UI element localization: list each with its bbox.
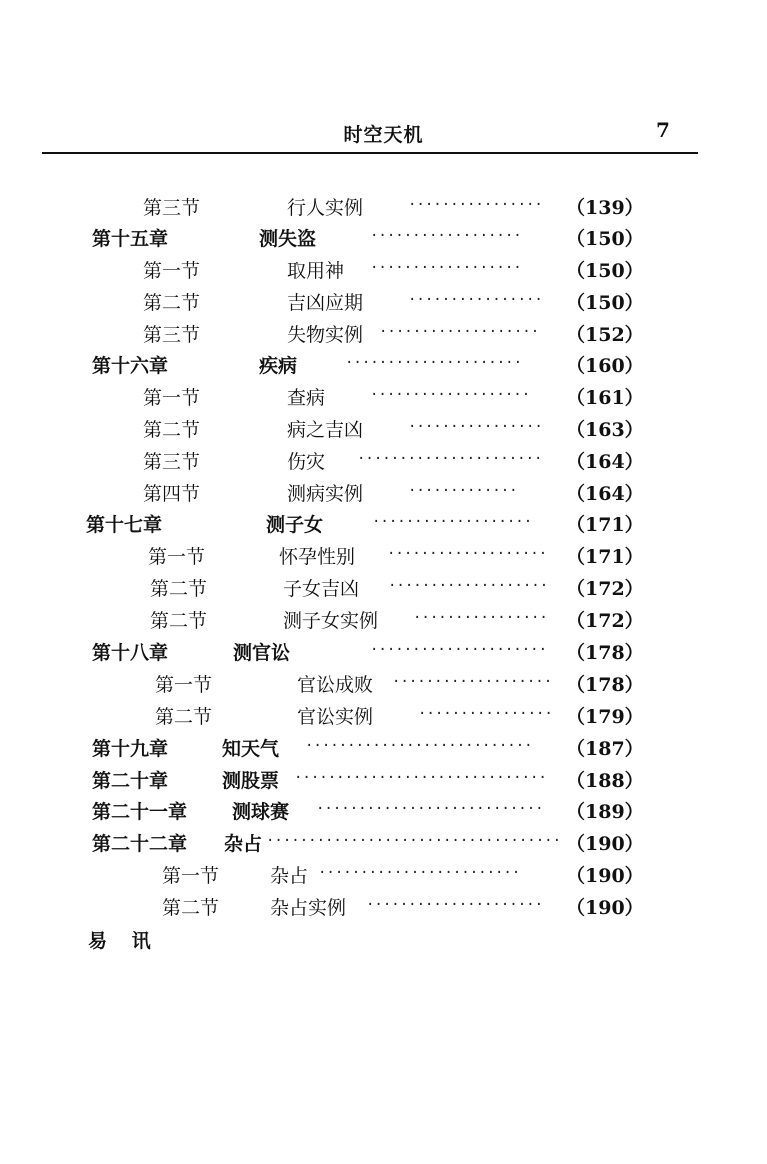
- toc-page-number: （161）: [566, 387, 644, 409]
- toc-chapter-row: [0, 351, 767, 381]
- toc-chapter-row: [0, 638, 767, 668]
- toc-chapter-row: [0, 766, 767, 796]
- toc-leader-dots: ···································: [266, 833, 562, 849]
- toc-page-number: （188）: [566, 770, 644, 792]
- toc-page-number: （187）: [566, 738, 644, 760]
- toc-entry-label: 第二十二章: [92, 833, 188, 855]
- toc-entry-label: 第十九章: [92, 738, 169, 760]
- toc-leader-dots: ················: [408, 419, 543, 435]
- toc-entry-title: 杂占实例: [270, 897, 347, 919]
- toc-section-row: [0, 415, 767, 445]
- toc-leader-dots: ·····················: [366, 897, 544, 913]
- toc-leader-dots: ···················: [370, 387, 531, 403]
- toc-entry-title: 行人实例: [287, 197, 364, 219]
- toc-leader-dots: ················: [408, 292, 543, 308]
- toc-entry-title: 测失盗: [259, 228, 317, 250]
- toc-entry-title: 吉凶应期: [287, 292, 364, 314]
- toc-entry-label: 第二节: [150, 610, 208, 632]
- toc-leader-dots: ·············: [408, 483, 518, 499]
- toc-section-row: [0, 479, 767, 509]
- toc-page-number: （160）: [566, 355, 644, 377]
- toc-leader-dots: ·····················: [370, 642, 548, 658]
- toc-entry-label: 第二十一章: [92, 801, 188, 823]
- toc-leader-dots: ················: [418, 706, 553, 722]
- toc-entry-label: 第三节: [143, 324, 201, 346]
- page-number: 7: [656, 118, 670, 142]
- toc-entry-label: 第四节: [143, 483, 201, 505]
- toc-leader-dots: ················: [408, 197, 543, 213]
- toc-leader-dots: ···················: [372, 514, 533, 530]
- toc-leader-dots: ·····················: [345, 355, 523, 371]
- toc-section-row: [0, 574, 767, 604]
- toc-page-number: （172）: [566, 610, 644, 632]
- toc-entry-title: 疾病: [259, 355, 298, 377]
- toc-section-row: [0, 670, 767, 700]
- toc-section-row: [0, 447, 767, 477]
- toc-entry-title: 病之吉凶: [287, 419, 364, 441]
- toc-section-row: [0, 320, 767, 350]
- toc-entry-title: 伤灾: [287, 451, 326, 473]
- toc-chapter-row: [0, 734, 767, 764]
- toc-leader-dots: ······························: [294, 770, 547, 786]
- toc-entry-title: 测子女实例: [283, 610, 379, 632]
- toc-entry-label: 第二节: [155, 706, 213, 728]
- toc-entry-label: 第一节: [143, 387, 201, 409]
- toc-leader-dots: ···························: [305, 738, 533, 754]
- toc-page-number: （164）: [566, 483, 644, 505]
- toc-entry-title: 官讼实例: [297, 706, 374, 728]
- toc-entry-title: 杂占: [224, 833, 263, 855]
- toc-leader-dots: ··················: [370, 228, 522, 244]
- toc-entry-label: 第二节: [143, 419, 201, 441]
- toc-leader-dots: ···················: [387, 546, 548, 562]
- toc-entry-title: 怀孕性别: [279, 546, 356, 568]
- toc-leader-dots: ··················: [370, 260, 522, 276]
- toc-section-row: [0, 606, 767, 636]
- toc-page-number: （179）: [566, 706, 644, 728]
- toc-leader-dots: ···················: [392, 674, 553, 690]
- toc-page-number: （164）: [566, 451, 644, 473]
- toc-entry-label: 第一节: [155, 674, 213, 696]
- toc-section-row: [0, 193, 767, 223]
- toc-entry-label: 第一节: [143, 260, 201, 282]
- toc-page-number: （150）: [566, 228, 644, 250]
- toc-section-row: [0, 383, 767, 413]
- page-title: 时空天机: [343, 124, 424, 146]
- toc-page-number: （163）: [566, 419, 644, 441]
- toc-entry-label: 第一节: [162, 865, 220, 887]
- toc-page-number: （190）: [566, 865, 644, 887]
- toc-page-number: （150）: [566, 260, 644, 282]
- toc-page-number: （190）: [566, 833, 644, 855]
- toc-section-row: [0, 893, 767, 923]
- toc-section-row: [0, 256, 767, 286]
- toc-page-number: （178）: [566, 642, 644, 664]
- toc-entry-label: 第二节: [162, 897, 220, 919]
- toc-entry-label: 第二节: [150, 578, 208, 600]
- toc-leader-dots: ························: [318, 865, 521, 881]
- toc-chapter-row: [0, 224, 767, 254]
- toc-page-number: （171）: [566, 546, 644, 568]
- toc-page-number: （172）: [566, 578, 644, 600]
- toc-entry-label: 第十七章: [86, 514, 163, 536]
- toc-entry-title: 测股票: [222, 770, 280, 792]
- toc-leader-dots: ······················: [357, 451, 543, 467]
- toc-entry-title: 测球赛: [232, 801, 290, 823]
- toc-page-number: （152）: [566, 324, 644, 346]
- toc-entry-title: 官讼成败: [297, 674, 374, 696]
- toc-page-number: （189）: [566, 801, 644, 823]
- toc-entry-label: 第十六章: [92, 355, 169, 377]
- toc-entry-title: 取用神: [287, 260, 345, 282]
- toc-leader-dots: ···························: [316, 801, 544, 817]
- toc-leader-dots: ···················: [379, 324, 540, 340]
- toc-entry-label: 第三节: [143, 451, 201, 473]
- toc-page-number: （178）: [566, 674, 644, 696]
- toc-section-row: [0, 702, 767, 732]
- toc-page-number: （190）: [566, 897, 644, 919]
- toc-entry-title: 子女吉凶: [283, 578, 360, 600]
- toc-entry-title: 测病实例: [287, 483, 364, 505]
- toc-entry-title: 杂占: [270, 865, 309, 887]
- toc-entry-label: 第二节: [143, 292, 201, 314]
- toc-entry-title: 失物实例: [287, 324, 364, 346]
- toc-entry-title: 查病: [287, 387, 326, 409]
- toc-section-row: [0, 542, 767, 572]
- toc-entry-label: 第十八章: [92, 642, 169, 664]
- toc-entry-title: 知天气: [222, 738, 280, 760]
- footer-text: 易 讯: [88, 930, 151, 952]
- toc-page-number: （139）: [566, 197, 644, 219]
- toc-leader-dots: ················: [413, 610, 548, 626]
- toc-entry-label: 第二十章: [92, 770, 169, 792]
- toc-entry-label: 第一节: [148, 546, 206, 568]
- toc-chapter-row: [0, 797, 767, 827]
- toc-leader-dots: ···················: [388, 578, 549, 594]
- toc-entry-title: 测子女: [266, 514, 324, 536]
- toc-entry-title: 测官讼: [233, 642, 291, 664]
- toc-section-row: [0, 288, 767, 318]
- toc-entry-label: 第十五章: [92, 228, 169, 250]
- toc-section-row: [0, 861, 767, 891]
- toc-chapter-row: [0, 829, 767, 859]
- toc-page-number: （171）: [566, 514, 644, 536]
- toc-entry-label: 第三节: [143, 197, 201, 219]
- toc-page-number: （150）: [566, 292, 644, 314]
- toc-chapter-row: [0, 510, 767, 540]
